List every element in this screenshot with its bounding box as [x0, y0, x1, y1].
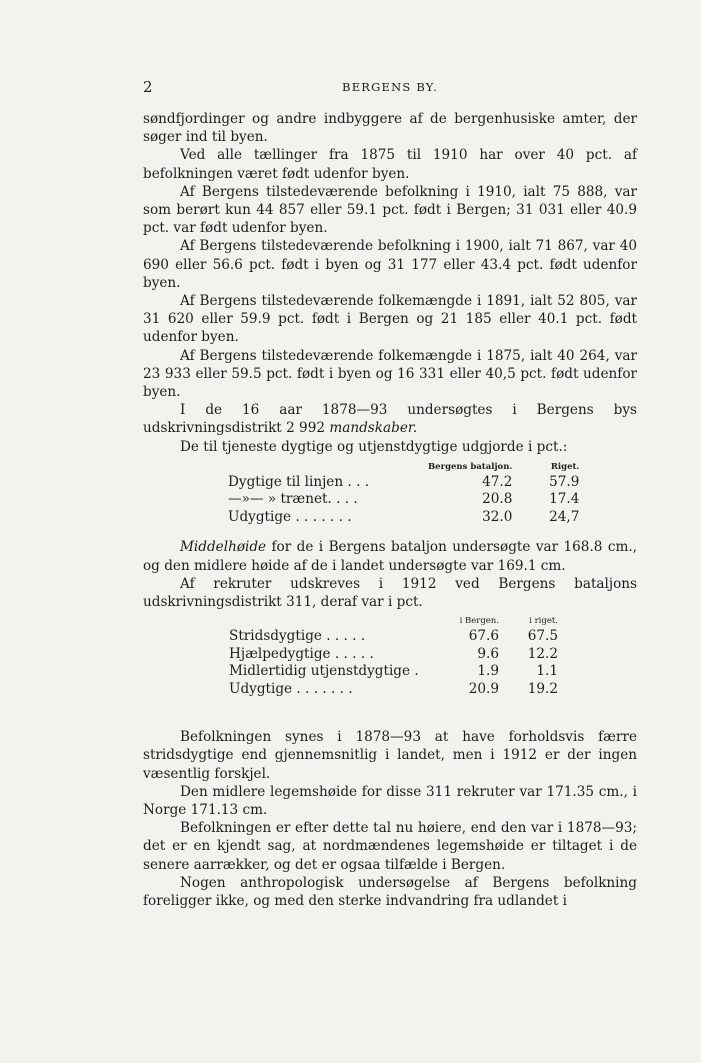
- running-title: BERGENS BY.: [342, 80, 438, 94]
- paragraph: [143, 401, 637, 437]
- recruits-table: [229, 615, 558, 698]
- cell-value: 57.9: [549, 473, 580, 490]
- paragraph: søndfjordinger og andre indbyggere af de bergenhusiske amter, der søger ind til byen.: [143, 111, 637, 146]
- table-header-row: [229, 615, 558, 628]
- body-text: [143, 110, 637, 910]
- row-label: Midlertidig utjenstdygtige .: [229, 663, 419, 680]
- row-label: —»— » trænet. . . .: [228, 491, 358, 508]
- cell-value: 9.6: [477, 645, 499, 662]
- paragraph: Befolkningen synes i 1878—93 at have forholdsvis færre stridsdygtige end gjennemsnitlig i landet, men i 1912 er der ingen væsentlig forskjel.: [143, 729, 637, 782]
- paragraph: [143, 538, 637, 574]
- italic-term: mandskaber.: [329, 420, 418, 437]
- table-row: [229, 646, 558, 664]
- cell-value: 67.6: [468, 628, 499, 645]
- row-label: Hjælpedygtige . . . . .: [229, 645, 374, 662]
- column-header: Riget.: [550, 461, 580, 472]
- cell-value: 20.9: [468, 680, 499, 697]
- column-header: [229, 615, 449, 628]
- column-header: i Bergen.: [459, 616, 499, 627]
- table-row: [229, 681, 558, 699]
- paragraph: Af Bergens tilstedeværende folkemængde i 1891, ialt 52 805, var 31 620 eller 59.9 pct. født i Bergen og 21 185 eller 40.1 pct. født udenfor byen.: [143, 293, 637, 346]
- paragraph: Af Bergens tilstedeværende befolkning i 1910, ialt 75 888, var som berørt kun 44 857 eller 59.1 pct. født i Bergen; 31 031 eller 40.9 pct. var født udenfor byen.: [143, 183, 637, 237]
- paragraph: Af rekruter udskreves i 1912 ved Bergens bataljons udskrivningsdistrikt 311, deraf var i pct.: [143, 575, 637, 610]
- row-label: Udygtige . . . . . . .: [228, 508, 352, 525]
- paragraph-text: for de i Bergens bataljon undersøgte var 168.8 cm., og den midlere høide af de i landet undersøgte var 169.1 cm.: [143, 539, 637, 574]
- page-header: [143, 78, 637, 98]
- page-number: 2: [143, 78, 153, 96]
- paragraph: De til tjeneste dygtige og utjenstdygtige udgjorde i pct.:: [180, 438, 568, 455]
- cell-value: 67.5: [527, 628, 558, 645]
- fitness-table: [228, 461, 579, 527]
- table-row: [229, 663, 558, 681]
- paragraph: Af Bergens tilstedeværende befolkning i 1900, ialt 71 867, var 40 690 eller 56.6 pct. født i byen og 31 177 eller 43.4 pct. født udenfor byen.: [143, 238, 637, 291]
- row-label: Stridsdygtige . . . . .: [229, 628, 366, 645]
- cell-value: 1.1: [536, 663, 558, 680]
- column-header: i riget.: [529, 616, 558, 627]
- paragraph: Nogen anthropologisk undersøgelse af Bergens befolkning foreligger ikke, og med den sterke indvandring fra udlandet i: [143, 874, 637, 909]
- row-label: Udygtige . . . . . . .: [229, 680, 353, 697]
- cell-value: 17.4: [549, 491, 580, 508]
- italic-term: Middelhøide: [180, 539, 267, 556]
- cell-value: 20.8: [482, 491, 513, 508]
- paragraph: Befolkningen er efter dette tal nu høiere, end den var i 1878—93; det er en kjendt sag, at nordmændenes legemshøide er tiltaget i de senere aarrækker, og det er ogsaa tilfælde i Bergen.: [143, 820, 637, 873]
- cell-value: 32.0: [482, 508, 513, 525]
- cell-value: 47.2: [482, 473, 513, 490]
- cell-value: 24,7: [549, 508, 580, 525]
- table-header-row: [228, 461, 579, 474]
- cell-value: 1.9: [477, 663, 499, 680]
- table-row: [228, 509, 579, 527]
- paragraph: Den midlere legemshøide for disse 311 rekruter var 171.35 cm., i Norge 171.13 cm.: [143, 783, 637, 818]
- row-label: Dygtige til linjen . . .: [228, 473, 370, 490]
- table-row: [228, 491, 579, 509]
- table-row: [229, 628, 558, 646]
- column-header: Bergens bataljon.: [428, 461, 513, 472]
- column-header: [228, 461, 428, 474]
- cell-value: 19.2: [527, 680, 558, 697]
- table-row: [228, 474, 579, 492]
- paragraph: Ved alle tællinger fra 1875 til 1910 har over 40 pct. af befolkningen været født udenfor byen.: [143, 147, 637, 182]
- paragraph: Af Bergens tilstedeværende folkemængde i 1875, ialt 40 264, var 23 933 eller 59.5 pct. født i byen og 16 331 eller 40,5 pct. født udenfor byen.: [143, 347, 637, 401]
- paragraph-text: I de 16 aar 1878—93 undersøgtes i Bergens bys udskrivningsdistrikt 2 992: [143, 402, 637, 437]
- cell-value: 12.2: [527, 645, 558, 662]
